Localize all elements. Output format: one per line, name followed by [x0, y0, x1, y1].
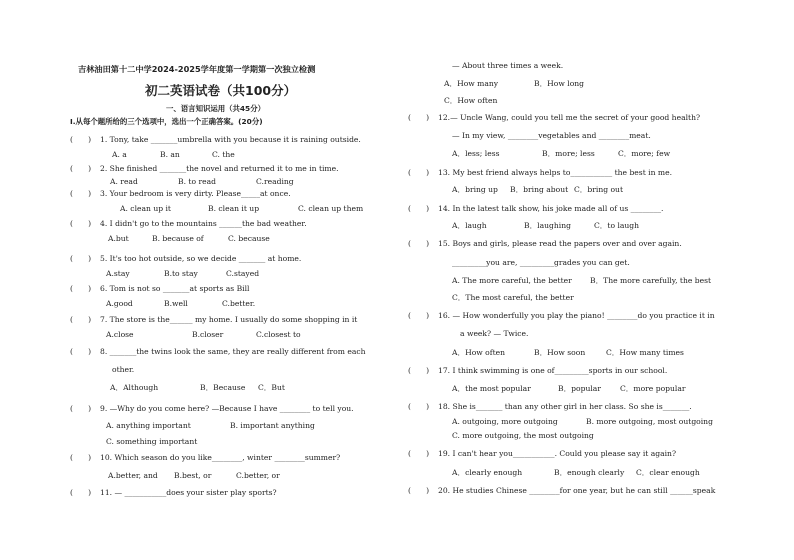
question-text: 15. Boys and girls, please read the papers over and over again. — [438, 239, 682, 248]
option-a: A．How often — [452, 348, 506, 357]
answer-blank[interactable]: ( ) — [408, 311, 430, 320]
question-15 — [408, 239, 682, 249]
option-c: C．bring out — [574, 185, 624, 194]
answer-blank[interactable]: ( ) — [70, 404, 92, 413]
question-text: 17. I think swimming is one of_________sports in our school. — [438, 366, 668, 375]
question-text: 1. Tony, take _______umbrella with you because it is raining outside. — [100, 135, 361, 144]
option-b: B．more; less — [542, 149, 595, 158]
question-8-continuation: other. — [112, 365, 135, 374]
option-c: C.better. — [222, 299, 256, 308]
question-text: 11. — ___________does your sister play sports? — [100, 488, 277, 497]
option-c: C. something important — [106, 437, 198, 446]
option-a: A．bring up — [452, 185, 498, 194]
option-a: A.stay — [106, 269, 130, 278]
question-3 — [70, 189, 291, 199]
question-text: 20. He studies Chinese ________for one year, but he can still ______speak — [438, 486, 716, 495]
left-column — [70, 0, 388, 560]
question-19-options — [452, 468, 700, 478]
question-6 — [70, 284, 249, 294]
answer-blank[interactable]: ( ) — [70, 453, 92, 462]
right-column — [408, 0, 728, 560]
question-6-options — [106, 299, 255, 309]
question-15-options — [452, 276, 711, 286]
option-b: B.to stay — [164, 269, 198, 278]
option-b: B．How long — [534, 79, 585, 88]
question-15-continuation: _________you are, _________grades you can get. — [452, 258, 630, 267]
answer-blank[interactable]: ( ) — [408, 366, 430, 375]
option-a: A.but — [108, 234, 129, 243]
option-b: B．laughing — [524, 221, 571, 230]
question-16-continuation: a week? — Twice. — [460, 329, 529, 338]
question-text: 3. Your bedroom is very dirty. Please_____at once. — [100, 189, 291, 198]
answer-blank[interactable]: ( ) — [408, 168, 430, 177]
option-c: C．to laugh — [594, 221, 640, 230]
question-13 — [408, 168, 672, 178]
question-1 — [70, 135, 361, 145]
question-11-continuation: — About three times a week. — [452, 61, 564, 70]
question-text: 2. She finished _______the novel and returned it to me in time. — [100, 164, 339, 173]
option-c: C．more; few — [618, 149, 671, 158]
option-b: B. because of — [152, 234, 204, 243]
question-2 — [70, 164, 339, 174]
option-c: C. the — [212, 150, 235, 159]
answer-blank[interactable]: ( ) — [70, 488, 92, 497]
question-20 — [408, 486, 715, 496]
option-b: B.best, or — [174, 471, 212, 480]
question-12-continuation: — In my view, ________vegetables and ________meat. — [452, 131, 651, 140]
question-4 — [70, 219, 307, 229]
option-a: A.good — [106, 299, 133, 308]
question-text: 4. I didn't go to the mountains ______the bad weather. — [100, 219, 307, 228]
option-a: A．the most popular — [452, 384, 531, 393]
question-text: 7. The store is the______ my home. I usually do some shopping in it — [100, 315, 358, 324]
option-a: A. read — [110, 177, 138, 186]
question-16 — [408, 311, 715, 321]
answer-blank[interactable]: ( ) — [408, 449, 430, 458]
answer-blank[interactable]: ( ) — [408, 402, 430, 411]
option-b: B．bring about — [510, 185, 569, 194]
question-18-options — [452, 417, 713, 427]
option-c: C．more popular — [620, 384, 686, 393]
question-14-options — [452, 221, 639, 231]
question-text: 18. She is_______ than any other girl in her class. So she is_______. — [438, 402, 692, 411]
question-5 — [70, 254, 301, 264]
option-c: C．How often — [444, 96, 498, 105]
answer-blank[interactable]: ( ) — [70, 315, 92, 324]
part-instruction: Ⅰ.从每个题所给的三个选项中，选出一个正确答案。(20分) — [70, 117, 263, 126]
answer-blank[interactable]: ( ) — [408, 204, 430, 213]
question-7 — [70, 315, 357, 325]
option-b: B.well — [164, 299, 188, 308]
option-b: B. clean it up — [208, 204, 260, 213]
option-a: A. The more careful, the better — [452, 276, 572, 285]
question-text: 13. My best friend always helps to___________ the best in me. — [438, 168, 672, 177]
question-17 — [408, 366, 667, 376]
option-a: A．How many — [444, 79, 499, 88]
question-16-options — [452, 348, 684, 358]
option-c: C. more outgoing, the most outgoing — [452, 431, 594, 440]
option-a: A. anything important — [106, 421, 191, 430]
answer-blank[interactable]: ( ) — [408, 486, 430, 495]
option-c: C．How many times — [606, 348, 684, 357]
question-14 — [408, 204, 663, 214]
question-text: 16. — How wonderfully you play the piano! ________do you practice it in — [438, 311, 715, 320]
option-a: A．less; less — [452, 149, 500, 158]
answer-blank[interactable]: ( ) — [70, 254, 92, 263]
answer-blank[interactable]: ( ) — [70, 189, 92, 198]
question-12 — [408, 113, 700, 123]
school-header: 吉林油田第十二中学2024-2025学年度第一学期第一次独立检测 — [78, 64, 316, 74]
question-text: 19. I can't hear you___________. Could you please say it again? — [438, 449, 677, 458]
answer-blank[interactable]: ( ) — [70, 164, 92, 173]
question-10 — [70, 453, 340, 463]
option-a: A．laugh — [452, 221, 487, 230]
question-11 — [70, 488, 277, 498]
option-a: A.close — [106, 330, 134, 339]
option-c: C.better, or — [236, 471, 280, 480]
option-b: B. an — [160, 150, 180, 159]
option-c: C. because — [228, 234, 270, 243]
option-c: C.stayed — [226, 269, 260, 278]
question-9 — [70, 404, 354, 414]
question-8-options — [110, 383, 285, 393]
question-5-options — [106, 269, 259, 279]
answer-blank[interactable]: ( ) — [70, 284, 92, 293]
option-a: A. outgoing, more outgoing — [452, 417, 558, 426]
answer-blank[interactable]: ( ) — [408, 239, 430, 248]
option-b: B.closer — [192, 330, 224, 339]
section-heading: 一、语言知识运用（共45分） — [166, 104, 265, 113]
question-text: 9. —Why do you come here? —Because I have ________ to tell you. — [100, 404, 354, 413]
option-c: C．clear enough — [636, 468, 700, 477]
option-c: C．But — [258, 383, 285, 392]
question-12-options — [452, 149, 670, 159]
question-10-options — [108, 471, 280, 481]
question-17-options — [452, 384, 686, 394]
question-text: 6. Tom is not so _______at sports as Bill — [100, 284, 250, 293]
option-b: B. more outgoing, most outgoing — [586, 417, 713, 426]
question-2-options — [110, 177, 294, 187]
option-a: A．Although — [110, 383, 159, 392]
question-text: 5. It's too hot outside, so we decide _______ at home. — [100, 254, 302, 263]
question-text: 8. _______the twins look the same, they are really different from each — [100, 347, 366, 356]
option-b: B．popular — [558, 384, 601, 393]
option-b: B. important anything — [230, 421, 315, 430]
question-8 — [70, 347, 366, 357]
answer-blank[interactable]: ( ) — [408, 113, 430, 122]
option-c: C.reading — [256, 177, 294, 186]
option-a: A.better, and — [108, 471, 158, 480]
option-c: C.closest to — [256, 330, 301, 339]
answer-blank[interactable]: ( ) — [70, 347, 92, 356]
option-c: C．The most careful, the better — [452, 293, 574, 302]
question-3-options — [120, 204, 363, 214]
question-text: 10. Which season do you like________, winter ________summer? — [100, 453, 341, 462]
answer-blank[interactable]: ( ) — [70, 219, 92, 228]
option-c: C. clean up them — [298, 204, 364, 213]
question-text: 14. In the latest talk show, his joke made all of us ________. — [438, 204, 664, 213]
option-a: A．clearly enough — [452, 468, 523, 477]
exam-title: 初二英语试卷（共100分） — [145, 83, 297, 98]
question-4-options — [108, 234, 270, 244]
option-b: B．The more carefully, the best — [590, 276, 712, 285]
question-11-options — [444, 79, 584, 89]
option-a: A. clean up it — [120, 204, 171, 213]
question-9-options — [106, 421, 315, 431]
question-1-options — [112, 150, 235, 160]
option-b: B．enough clearly — [554, 468, 625, 477]
answer-blank[interactable]: ( ) — [70, 135, 92, 144]
question-19 — [408, 449, 676, 459]
question-18 — [408, 402, 692, 412]
option-b: B. to read — [178, 177, 216, 186]
option-b: B．How soon — [534, 348, 586, 357]
question-7-options — [106, 330, 301, 340]
question-13-options — [452, 185, 623, 195]
question-text: 12.— Uncle Wang, could you tell me the secret of your good health? — [438, 113, 701, 122]
option-a: A. a — [112, 150, 127, 159]
option-b: B．Because — [200, 383, 246, 392]
